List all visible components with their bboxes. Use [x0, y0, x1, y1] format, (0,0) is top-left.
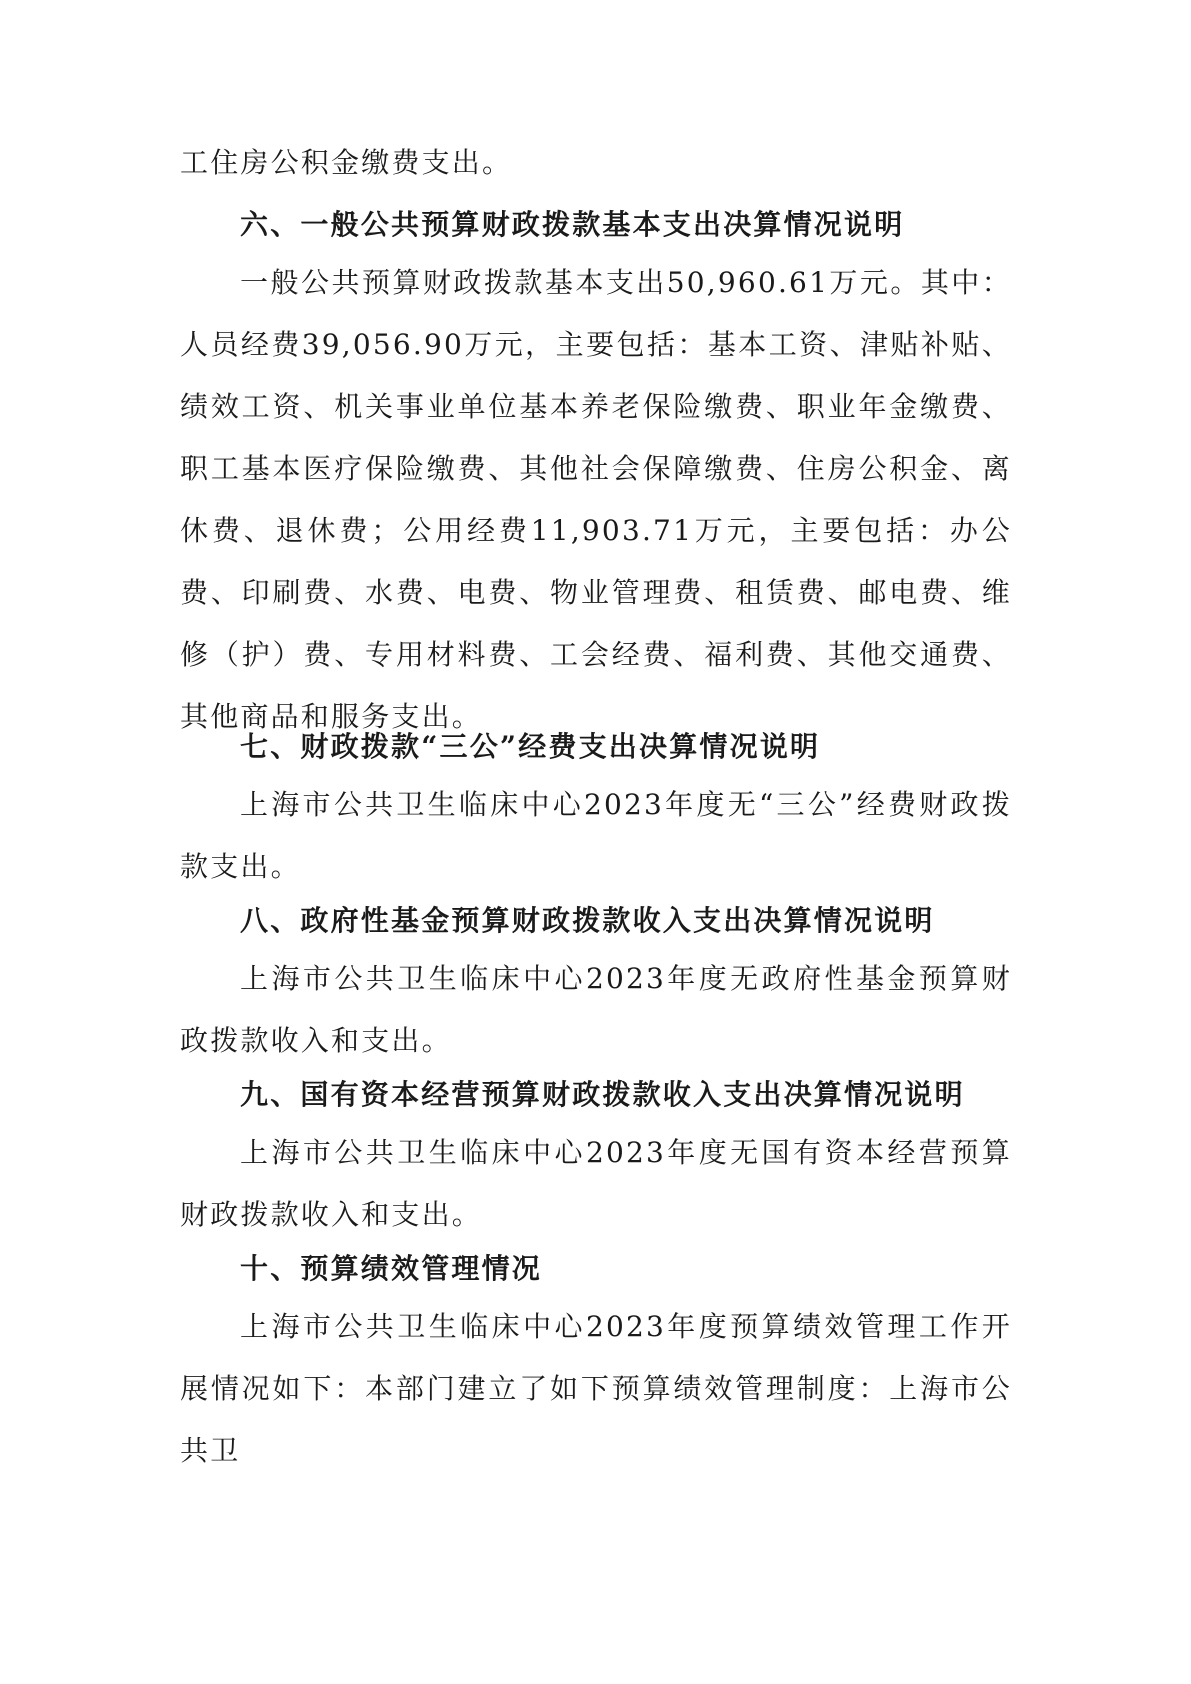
heading-section-9: 九、国有资本经营预算财政拨款收入支出决算情况说明 [240, 1078, 965, 1111]
heading-section-6: 六、一般公共预算财政拨款基本支出决算情况说明 [240, 208, 905, 241]
paragraph-section-6: 一般公共预算财政拨款基本支出50,960.61万元。其中：人员经费39,056.90万元，主要包括：基本工资、津贴补贴、绩效工资、机关事业单位基本养老保险缴费、职业年金缴费、职工基本医疗保险缴费、其他社会保障缴费、住房公积金、离休费、退休费；公用经费11,903.71万元，主要包括：办公费、印刷费、水费、电费、物业管理费、租赁费、邮电费、维修（护）费、专用材料费、工会经费、福利费、其他交通费、其他商品和服务支出。 [180, 266, 1012, 733]
paragraph-section-7: 上海市公共卫生临床中心2023年度无“三公”经费财政拨款支出。 [180, 788, 1012, 883]
paragraph-section-10: 上海市公共卫生临床中心2023年度预算绩效管理工作开展情况如下：本部门建立了如下预算绩效管理制度：上海市公共卫 [180, 1310, 1012, 1467]
heading-section-10: 十、预算绩效管理情况 [240, 1252, 543, 1285]
paragraph-section-9: 上海市公共卫生临床中心2023年度无国有资本经营预算财政拨款收入和支出。 [180, 1136, 1012, 1231]
heading-section-7: 七、财政拨款“三公”经费支出决算情况说明 [240, 730, 821, 763]
paragraph-section-8: 上海市公共卫生临床中心2023年度无政府性基金预算财政拨款收入和支出。 [180, 962, 1012, 1057]
paragraph-carryover: 工住房公积金缴费支出。 [180, 146, 513, 179]
heading-section-8: 八、政府性基金预算财政拨款收入支出决算情况说明 [240, 904, 935, 937]
